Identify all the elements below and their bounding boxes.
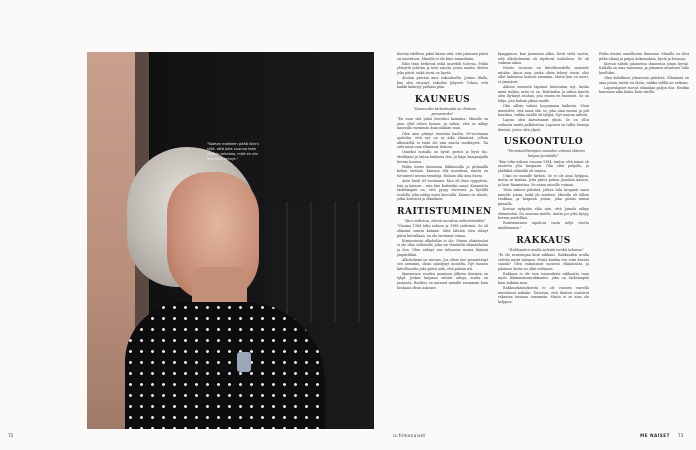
- body-paragraph: Elän tänä hetkessä enkä murehdi tulevaa. Pidän yhteyttä ystäviin ja teen asioita, joista nautin. Mietin joka päivä, mikä tässä on hyvää.: [397, 61, 488, 75]
- body-paragraph: "Vuonna 1984 tulin uskoon ja 1988 raitistuin. Se oli elämäni suurin käänne. Siitä lähtien olen elänyt päivä kerrallaan, en ole tarvinnut viinaa.: [397, 224, 488, 238]
- section-subheading: "Rakkauden avulla selviää minkä tahansa": [508, 247, 584, 252]
- body-paragraph: Lapsenlapset tuovat elämääni paljon iloa. Heidän kanssaan aika kuluu kuin siivillä.: [599, 85, 689, 95]
- body-paragraph: Olen kiitollinen jokaisesta päivästä. Elämässä on aina jotain, mistä voi iloita, vaikka välillä on vaikeaa.: [599, 75, 689, 85]
- body-paragraph: "Kun tulin uskoon vuonna 1984, tuntui, että minut oli nostettu ylös kuopasta. Olin ollut pohjalla, ja yhtäkkiä elämällä oli suunta.: [498, 159, 589, 173]
- section-subheading: "Perusteellisimpien asioiden edessä elämän kelpaa Jumalalle": [507, 149, 585, 159]
- body-paragraph: Olen aina pitänyt itsestäni huolta. 50-vuotiaana ajattelin, että nyt on se aika elämässä, jolloin ulkonäöllä ei enää ole niin suurta merkitystä. Tai siitä minä vain elämässä iloitsen.: [397, 131, 488, 150]
- body-paragraph: Pidän itseäni onnellisena ihmisenä. Minulla on ollut pitkä elämä ja paljon kokemuksia, hyviä ja huonoja.: [599, 52, 689, 61]
- portrait-polka-dot-shirt: [125, 302, 325, 429]
- body-paragraph: Alkoholismi on sairaus. Jos olisin itse ymmärtänyt sen aiemmin, olisin säästynyt monelta. Nyt tunnen kiitollisuutta joka päivä siitä, että pääsin irti.: [397, 257, 488, 271]
- body-paragraph: Kymmenen vuoden juomisen jälkeen ihminen on tyhjä. Joskus kaipaan entisiä aikoja, mutta en juomista. Raittius on antanut minulle enemmän kuin koskaan olisin uskonut.: [397, 271, 488, 290]
- body-paragraph: Rakkauskäsityksestä ei ole vuosien varrella muuttunut mikään. Toivoisin, että ihmiset osaisivat rakastaa toisiaan enemmän. Mutta ei se aina ole helppoa.: [498, 286, 589, 304]
- section-heading-kauneus: KAUNEUS: [414, 94, 471, 105]
- body-paragraph: Tulin uskoon päivänä, jolloin Aila Aroganti sanoi minulle jotain, mikä jäi mieleen. Minulla oli silloin rankkaa, ja kaipasin jotain, joka pitäisi minut pinnalla.: [498, 188, 589, 206]
- photo-window: [264, 202, 374, 322]
- body-paragraph: Lapsia olen kasvattanut yksin. Se on ollut raskasta mutta palkitsevaa. Lapsista on tullut hienoja ihmisiä, joista olen ylpeä.: [498, 118, 589, 132]
- page-number-left: 72: [8, 433, 14, 438]
- body-paragraph: Koetan edelleen pitää kiinni siitä, että jokainen päivä on nautittava. Minulla ei ole kiire minnekään.: [397, 52, 488, 61]
- section-heading-raitistuminen: RAITISTUMINEN: [397, 206, 492, 217]
- body-paragraph: Raitistuminen tapahtui vasta neljä vuotta myöhemmin.": [498, 221, 589, 230]
- body-paragraph: Rakkaus ei ole vain romanttista rakkautta vaan myös lähimmäisenrakkautta, joka on tärkeämpää kuin mikään muu.: [498, 271, 589, 286]
- body-paragraph: Pidän itseni kunnossa liikkumalla ja pitämällä kehon vireänä. Kunnon olla muodissa, mutta en tietoisesti seuraa trendejä. Haluan olla oma itseni.: [397, 164, 488, 178]
- text-column-1: [397, 52, 492, 291]
- text-column-3: [599, 52, 689, 95]
- portrait-brooch: [237, 352, 251, 372]
- body-paragraph: Onneksi minulla on hyvät geenit ja hyvä iho. Meikkaan ja laitan hiukseni itse, ja käyn kampaajalla kerran kuussa.: [397, 150, 488, 164]
- body-paragraph: Noista vuosista en kiitollisuudella muistele mitään. Ainoa asia, jonka olisin tehnyt toisin, olisi ollut hakeutua hoitoon aiemmin. Mutta kun on nuori, ei ymmärrä.: [498, 66, 589, 85]
- body-paragraph: kymppinen, kun juominen alkoi. Kesti vielä vuotta, että alkoholismini oli täydessä vauhdissa. Se oli vaikeaa aikaa.: [498, 52, 589, 66]
- section-subheading: "Kauneutta tärkeämpää on ihmisen perusrunko": [413, 106, 477, 116]
- body-paragraph: Alkoon meneviä lapsiani kuntoutan nyt, koska minä tiedän, mitä se on. Raittiuden ja uskon kautta olen löytänyt rauhan, jota ennen en tuntenut. Se on lahja, jota haluan jakaa muille.: [498, 85, 589, 103]
- section-subheading: "Kun raitistuu, elämä muuttuu selkeämmäksi": [404, 218, 486, 223]
- portrait-photo: [87, 52, 374, 429]
- magazine-url: is.fi/menaiset: [393, 433, 426, 438]
- body-paragraph: Koetan nykyään elää niin, että Jumala näkyy elämässäni. En saarnaa muille, mutta jos joku kysyy, kerron mielelläni.: [498, 207, 589, 221]
- body-paragraph: Koetan nähdä jokaisessa ihmisessä jotain hyvää. Kaikilla on oma tarinansa, ja jokainen ansaitsee tulla kuulluksi.: [599, 61, 689, 75]
- body-paragraph: Aiitn kuuli 65-vuotiaana. Kun oli ihan ryppyttön, luin ja katsoin – niin hän kuitenkin sanoi. Kauneutta tärkeämpää on, että pysyy terveenä ja hyvällä tuulella, joka näkyy myös kasvoilla. Kaunis on silmät, jotka loistavat ja elämänilo.: [397, 178, 488, 202]
- photo-pull-quote: "Koetan edelleen pitää kiinni siitä, että joka vuonna teen jotakin sellaista, mitä en ole aiemmin tehnyt.": [207, 142, 259, 161]
- body-paragraph: Kiinnostusta alkoholiin ei ole. Minun elämässäni ei ole tilaa sellaiselle, joka vie ihmiseltä elämänhalun ja ilon. Olen nähnyt sen tuhoavan monia ihmisiä ympärilläni.: [397, 238, 488, 257]
- body-paragraph: "Ei ole suurempaa kuin rakkaus. Rakkauden avulla selviää mistä tahansa. Mutta kuinka sen voisi kuvata sanoin? Olen rakastanut monesti elämässäni, ja jokainen kerta on ollut erilainen.: [498, 253, 589, 271]
- body-paragraph: Olin silloin valmis luopumaan kaikesta. Moni muistelee, että minä olin se, joka aina nauroi ja piti hauskaa, vaikka sisällä oli tyhjää. Nyt nauran aidosti.: [498, 104, 589, 118]
- section-heading-rakkaus: RAKKAUS: [516, 235, 571, 246]
- text-column-2: [498, 52, 589, 305]
- body-paragraph: "En osaa sitä pitää itsestäni kauniina. Minulla on aina ollut vahva luonne, ja uskon, että se näkyy kasvoilla enemmän kuin mikään muu.: [397, 117, 488, 131]
- magazine-name: ME NAISET: [640, 433, 671, 438]
- section-heading-uskoontulo: USKOONTULO: [503, 137, 584, 148]
- body-paragraph: Aloitan päiväni aina rukouksella. Joskus illalla, kun olen väsynyt, rukoilen lyhyesti. Uskon, että kaikki kääntyy parhain päin.: [397, 75, 488, 90]
- body-paragraph: Usko on minulle tärkeä. Se ei ole aina helppoa, mutta se kantaa. Joka päivä puhun Jumalan kanssa, ja luen Raamattua. Se antaa minulle voimaa.: [498, 173, 589, 188]
- page-number-right: 73: [678, 433, 684, 438]
